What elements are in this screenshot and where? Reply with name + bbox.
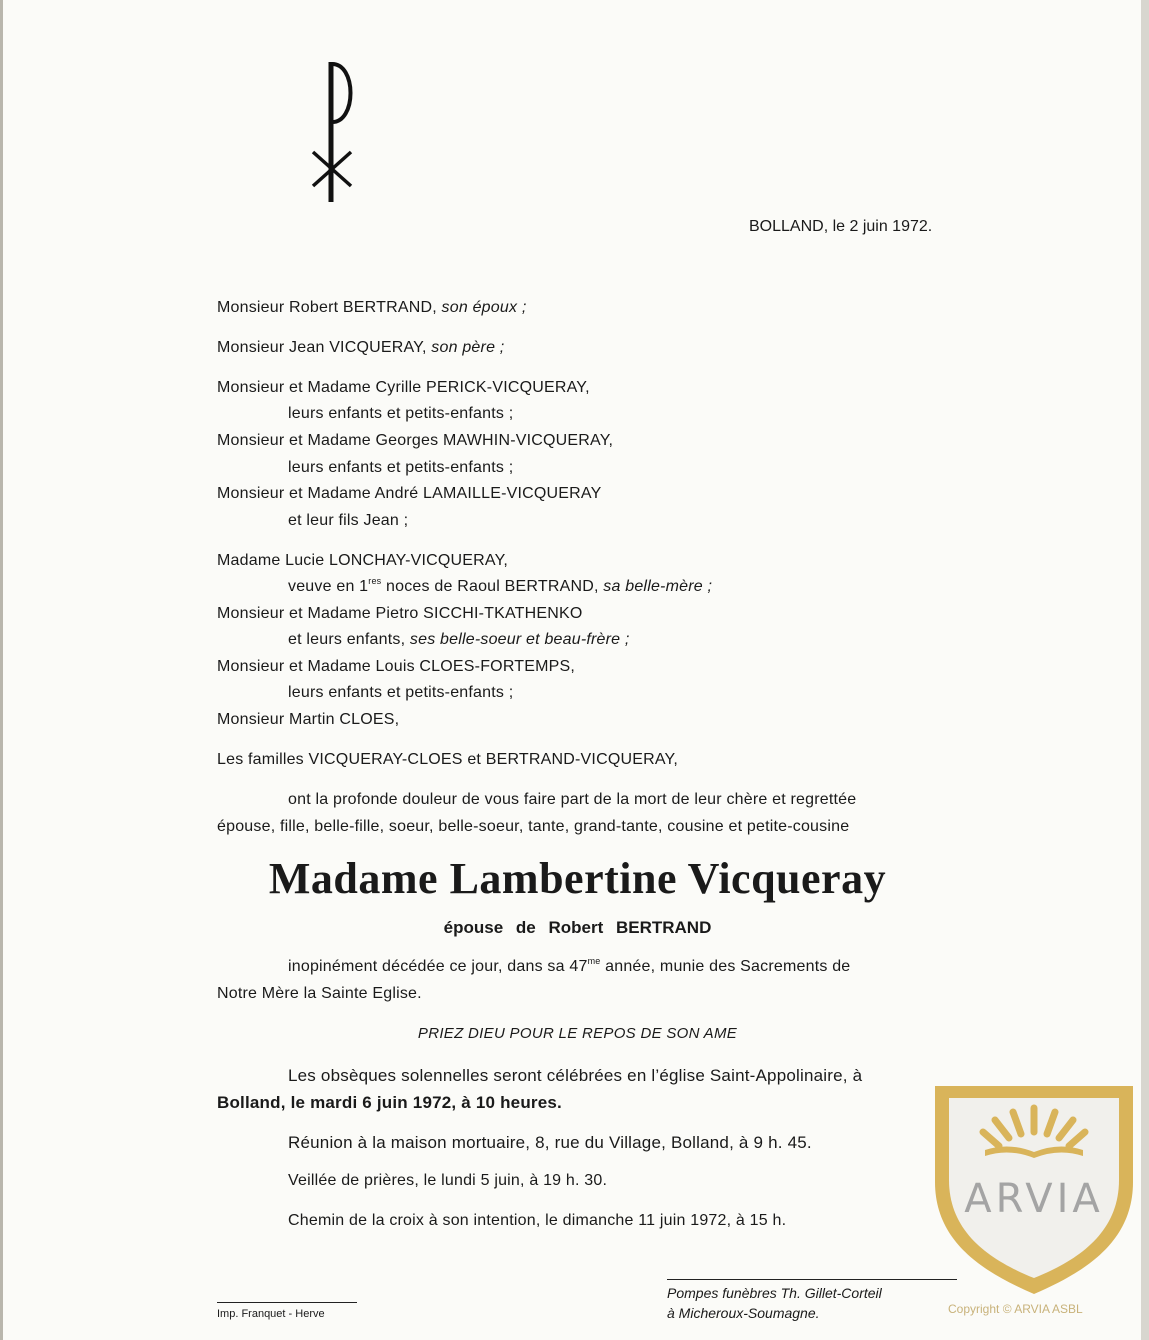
funeral-line: Réunion à la maison mortuaire, 8, rue du Village, Bolland, à 9 h. 45. (288, 1133, 812, 1152)
ordinal-suffix: me (587, 956, 601, 966)
relative-name: Monsieur Robert BERTRAND, (217, 299, 437, 316)
relation: son père ; (431, 339, 505, 356)
deceased-name: Madame Lambertine Vicqueray (268, 854, 887, 903)
relation: ses belle-soeur et beau-frère ; (409, 631, 630, 648)
funeral-line: Veillée de prières, le lundi 5 juin, à 19 h. 30. (288, 1172, 608, 1189)
death-line (288, 957, 850, 977)
family-line: leurs enfants et petits-enfants ; (288, 405, 514, 422)
copyright-notice: Copyright © ARVIA ASBL (948, 1302, 1083, 1316)
family-line: Les familles VICQUERAY-CLOES et BERTRAND-VICQUERAY, (217, 751, 678, 768)
logo-text: ARVIA (964, 1176, 1104, 1222)
family-line: leurs enfants et petits-enfants ; (288, 459, 514, 476)
family-line: Madame Lucie LONCHAY-VICQUERAY, (217, 552, 509, 569)
family-line: et leur fils Jean ; (288, 512, 409, 529)
funeral-line: Les obsèques solennelles seront célébrées en l’église Saint-Appolinaire, à (288, 1066, 863, 1085)
family-line: Monsieur et Madame Georges MAWHIN-VICQUERAY, (217, 432, 614, 449)
family-line: Monsieur et Madame André LAMAILLE-VICQUERAY (217, 485, 602, 502)
family-line: Monsieur et Madame Cyrille PERICK-VICQUERAY, (217, 379, 590, 396)
relative-text: noces de Raoul BERTRAND, (381, 578, 599, 595)
footer-rule (217, 1302, 357, 1303)
announcement-line: épouse, fille, belle-fille, soeur, belle-soeur, tante, grand-tante, cousine et petite-cousine (217, 818, 850, 835)
relative-name: Monsieur Jean VICQUERAY, (217, 339, 427, 356)
relation: sa belle-mère ; (603, 578, 713, 595)
relation: son époux ; (441, 299, 527, 316)
family-line (288, 577, 712, 597)
funeral-line: Chemin de la croix à son intention, le dimanche 11 juin 1972, à 15 h. (288, 1212, 787, 1229)
funeral-home (667, 1283, 882, 1323)
death-text: inopinément décédée ce jour, dans sa 47 (288, 958, 588, 975)
death-text: année, munie des Sacrements de (600, 958, 851, 975)
family-line: Monsieur et Madame Louis CLOES-FORTEMPS, (217, 658, 576, 675)
family-line (217, 298, 526, 318)
family-line: Monsieur Martin CLOES, (217, 711, 400, 728)
arvia-logo-icon (925, 1072, 1143, 1298)
family-line: leurs enfants et petits-enfants ; (288, 684, 514, 701)
prayer-line: PRIEZ DIEU POUR LE REPOS DE SON AME (417, 1025, 738, 1042)
death-line: Notre Mère la Sainte Eglise. (217, 985, 422, 1002)
announcement-line: ont la profonde douleur de vous faire part de la mort de leur chère et regrettée (288, 791, 857, 808)
relative-text: veuve en 1 (288, 578, 369, 595)
funeral-date: Bolland, le mardi 6 juin 1972, à 10 heures. (217, 1093, 562, 1112)
printer-credit: Imp. Franquet - Herve (217, 1308, 325, 1320)
chi-rho-icon (305, 58, 365, 206)
footer-rule (667, 1279, 957, 1280)
relative-text: et leurs enfants, (288, 631, 406, 648)
family-line (217, 338, 504, 358)
family-line: Monsieur et Madame Pietro SICCHI-TKATHENKO (217, 605, 583, 622)
funeral-home-line: Pompes funèbres Th. Gillet-Corteil (667, 1285, 882, 1301)
funeral-home-line: à Micheroux-Soumagne. (667, 1305, 820, 1321)
family-line (288, 630, 630, 650)
spouse-line: épouse de Robert BERTRAND (443, 918, 712, 937)
date-line: BOLLAND, le 2 juin 1972. (749, 218, 933, 235)
ordinal-suffix: res (368, 576, 382, 586)
